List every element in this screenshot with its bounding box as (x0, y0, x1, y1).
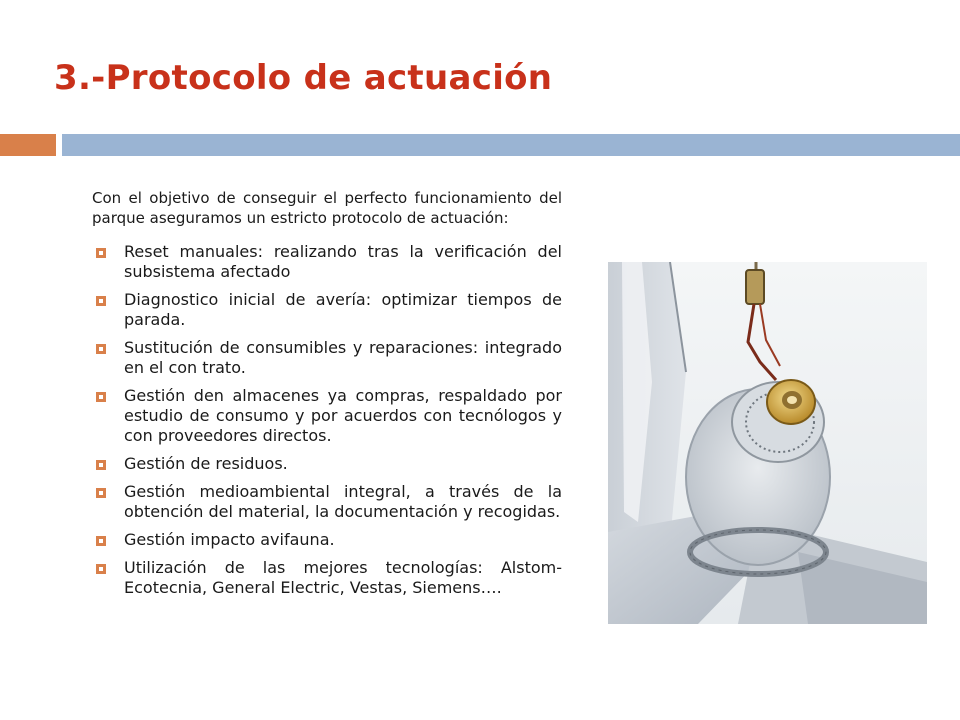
hollow-square-icon (96, 460, 106, 470)
list-item (92, 558, 562, 598)
list-item-text: Sustitución de consumibles y reparaciones: integrado en el con trato. (124, 338, 562, 377)
list-item (92, 454, 562, 474)
hollow-square-icon (96, 564, 106, 574)
list-item (92, 482, 562, 522)
hollow-square-icon (96, 536, 106, 546)
content-area (92, 188, 562, 606)
list-item-text: Gestión de residuos. (124, 454, 288, 473)
list-item-text: Gestión den almacenes ya compras, respaldado por estudio de consumo y por acuerdos con tecnólogos y con proveedores directos. (124, 386, 562, 445)
intro-paragraph: Con el objetivo de conseguir el perfecto funcionamiento del parque aseguramos un estricto protocolo de actuación: (92, 189, 562, 227)
bullet-list (92, 242, 562, 598)
hollow-square-icon (96, 248, 106, 258)
hollow-square-icon (96, 488, 106, 498)
hollow-square-icon (96, 392, 106, 402)
list-item (92, 386, 562, 446)
hollow-square-icon (96, 296, 106, 306)
list-item (92, 338, 562, 378)
list-item-text: Reset manuales: realizando tras la verificación del subsistema afectado (124, 242, 562, 281)
header-bar (62, 134, 960, 156)
wind-turbine-photo (608, 262, 927, 624)
list-item (92, 290, 562, 330)
header-accent-bar (0, 134, 56, 156)
list-item-text: Gestión medioambiental integral, a través de la obtención del material, la documentación y recogidas. (124, 482, 562, 521)
slide-title: 3.-Protocolo de actuación (54, 58, 553, 98)
hollow-square-icon (96, 344, 106, 354)
list-item-text: Gestión impacto avifauna. (124, 530, 335, 549)
list-item-text: Utilización de las mejores tecnologías: Alstom-Ecotecnia, General Electric, Vestas, Siemens…. (124, 558, 562, 597)
list-item (92, 530, 562, 550)
list-item-text: Diagnostico inicial de avería: optimizar tiempos de parada. (124, 290, 562, 329)
wind-turbine-illustration (608, 262, 927, 624)
list-item (92, 242, 562, 282)
